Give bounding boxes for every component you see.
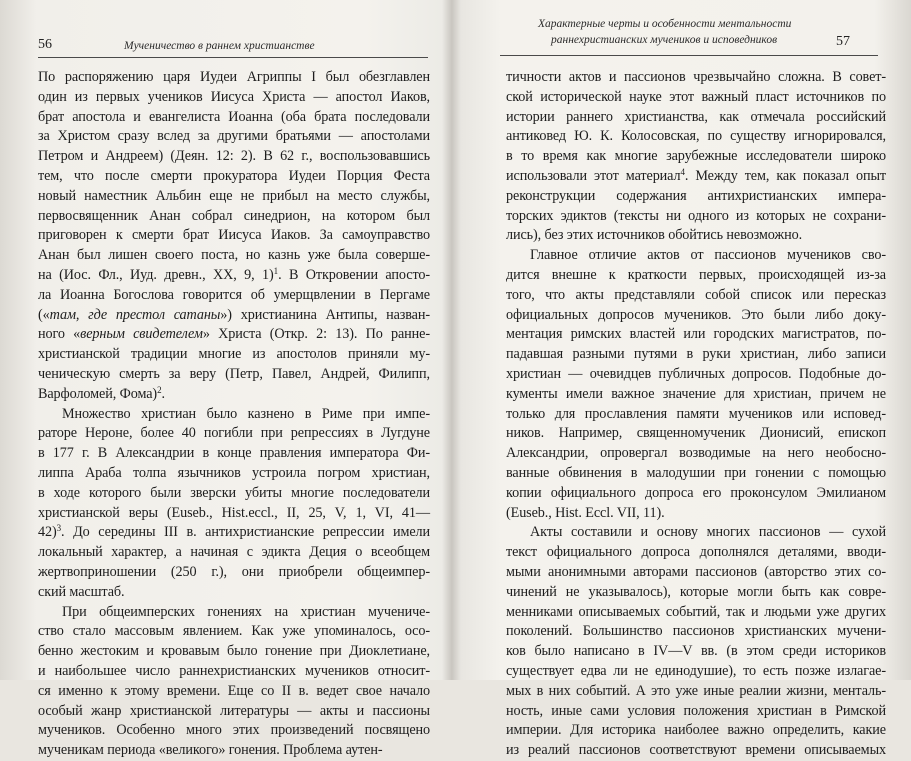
text-line: чинений не указывалось), которые могли быть как совре- [506, 583, 886, 600]
text-line: ков было написано в IV—V вв. (в этом среди историков [506, 643, 886, 660]
text-line: торских эдиктов (тексты ни одного из которых не сохрани- [506, 207, 886, 224]
text-line: из реалий пассионов соответствуют времени описываемых [506, 742, 886, 759]
text-line: По распоряжению царя Иудеи Агриппы I был обезглавлен [38, 69, 430, 85]
text-line: Александрии, опровергал возводимые на него необосно- [506, 445, 886, 462]
text-line: тем, что после смерти прокуратора Иудеи Порция Феста [38, 167, 430, 184]
text-line: менниками описываемых событий, так и людьми уже других [506, 603, 886, 620]
text-line: того, что акты представляли собой список или пересказ [506, 286, 886, 303]
text-line: тичности актов и пассионов чрезвычайно сложна. В совет- [506, 69, 886, 85]
right-running-header-line1: Характерные черты и особенности ментальности [538, 18, 792, 30]
text-line: христианской традиции многие из апостолов приняли му- [38, 346, 430, 363]
text-line: дится внешне к краткости первых, происходящей из-за [506, 266, 886, 283]
text-line: реконструкции содержания антихристианских импера- [506, 187, 886, 204]
left-header-rule [38, 57, 428, 58]
text-line: мых в них событий. А это уже иные реалии жизни, менталь- [506, 682, 886, 699]
text-line: жертвоприношении (250 г.), они приобрели общеимпер- [38, 563, 430, 580]
text-line: христианской веры (Euseb., Hist.eccl., II, 25, V, 1, VI, 41— [38, 504, 430, 521]
text-line: поколений. Большинство пассионов христианских мучени- [506, 623, 886, 640]
left-body-text [38, 68, 430, 761]
text-line: один из первых учеников Иисуса Христа — апостол Иаков, [38, 88, 430, 105]
text-line: локальный характер, а начиная с эдикта Деция о всеобщем [38, 544, 430, 561]
text-line: ской исторической науке этот важный пласт источников по [506, 88, 886, 105]
text-line: Акты составили и основу многих пассионов — сухой [530, 524, 886, 541]
text-line: и наибольшее число раннехристианских мучеников относит- [38, 662, 430, 679]
text-line: за Христом сразу вслед за другими братьями — апостолами [38, 128, 430, 145]
text-line: копии официального допроса его проконсулом Эмилианом [506, 484, 886, 501]
text-line: в то время как многие зарубежные исследователи широко [506, 148, 886, 165]
text-line: особый жанр христианской литературы — акты и пассионы [38, 702, 430, 719]
text-line: ников. Например, священномученик Дионисий, епископ [506, 425, 886, 442]
text-line: только для прославления памяти мучеников или исповед- [506, 405, 886, 422]
text-line: брат апостола и евангелиста Иоанна (оба брата последовали [38, 108, 430, 125]
text-line: текст официального допроса дополнялся деталями, вводи- [506, 544, 886, 561]
text-line: в 177 г. В Александрии в конце правления императора Фи- [38, 445, 430, 462]
text-line: Главное отличие актов от пассионов мучеников сво- [530, 247, 886, 264]
text-line: лись), без этих источников обойтись невозможно. [506, 227, 803, 244]
text-line: кументы имели важное значение для христиан, причем не [506, 385, 886, 402]
text-line: первосвященник Анан собрал синедрион, на котором был [38, 207, 430, 224]
text-line: Анан был лишен своего поста, но казнь уже была соверше- [38, 247, 430, 264]
text-line: (Euseb., Hist. Eccl. VII, 11). [506, 504, 665, 521]
text-line: ного «верным свидетелем» Христа (Откр. 2: 13). По ранне- [38, 326, 430, 343]
text-line: в ходе которого были зверски убиты многие последователи [38, 484, 430, 501]
text-line: мучеников. Особенно много этих произведений посвящено [38, 722, 430, 739]
text-line: бенно жестоким и кровавым было гонение при Диоклетиане, [38, 643, 430, 660]
text-line: липпа Араба толпа язычников устроила погром христиан, [38, 464, 430, 481]
text-line: использовали этот материал$^4$. Между тем, как показал опыт [506, 166, 886, 184]
text-line: падавшая разными путями в руки христиан, либо записи [506, 346, 886, 363]
text-line: ность, иные сами условия положения христиан в Римской [506, 702, 886, 719]
right-body-text [506, 68, 886, 761]
text-line: истории раннего христианства, как отмечала российский [506, 108, 886, 125]
text-line: раторе Нероне, более 40 погибли при репрессиях в Лугдуне [38, 425, 430, 442]
left-running-header: Мученичество в раннем христианстве [124, 40, 315, 52]
right-page-number: 57 [836, 34, 850, 49]
text-line: ся именно к этому времени. Еще со II в. ведет свое начало [38, 682, 430, 699]
text-line: 42)$^3$. До середины III в. антихристианские репрессии имели [38, 523, 430, 541]
left-page-number: 56 [38, 37, 52, 52]
text-line: существует едва ли не единодушие), то есть позже излагае- [506, 662, 886, 679]
right-header-rule [500, 55, 878, 56]
text-line: ство стало массовым явлением. Как уже упоминалось, осо- [38, 623, 430, 640]
text-line: ментация римских властей или городских магистратов, по- [506, 326, 886, 343]
right-page [456, 0, 911, 759]
text-line: официальных допросов мучеников. Это были либо доку- [506, 306, 886, 323]
text-line: империи. Для историка наиболее важно определить, какие [506, 722, 886, 739]
text-line: ский масштаб. [38, 583, 125, 600]
text-line: приговорен к смерти брат Иисуса Иаков. За самоуправство [38, 227, 430, 244]
text-line: При общеимперских гонениях на христиан мучениче- [62, 603, 430, 620]
text-line: Петром и Андреем) (Деян. 12: 2). В 62 г., воспользовавшись [38, 148, 430, 165]
text-line: ла Иоанна Богослова говорится об умерщвлении в Пергаме [38, 286, 430, 303]
text-line: мыми анонимными авторами пассионов (авторство этих со- [506, 563, 886, 580]
left-page [0, 0, 452, 759]
text-line: Варфоломей, Фома)$^2$. [38, 384, 165, 402]
text-line: («там, где престол сатаны») христианина Антипы, назван- [38, 306, 430, 323]
text-line: ванные обвинения в малодушии при гонении с помощью [506, 464, 886, 481]
text-line: Множество христиан было казнено в Риме при импе- [62, 405, 430, 422]
text-line: мученикам периода «великого» гонения. Проблема аутен- [38, 742, 383, 759]
text-line: на (Иос. Фл., Иуд. древн., XX, 9, 1)$^1$. В Откровении апосто- [38, 265, 430, 283]
text-line: новый наместник Альбин еще не прибыл на место службы, [38, 187, 430, 204]
text-line: христиан — очевидцев публичных допросов. Подобные до- [506, 365, 886, 382]
text-line: ченическую смерть за веру (Петр, Павел, Андрей, Филипп, [38, 365, 430, 382]
right-running-header-line2: раннехристианских мучеников и исповедников [551, 34, 778, 46]
text-line: антиковед Ю. К. Колосовская, по существу игнорировался, [506, 128, 886, 145]
